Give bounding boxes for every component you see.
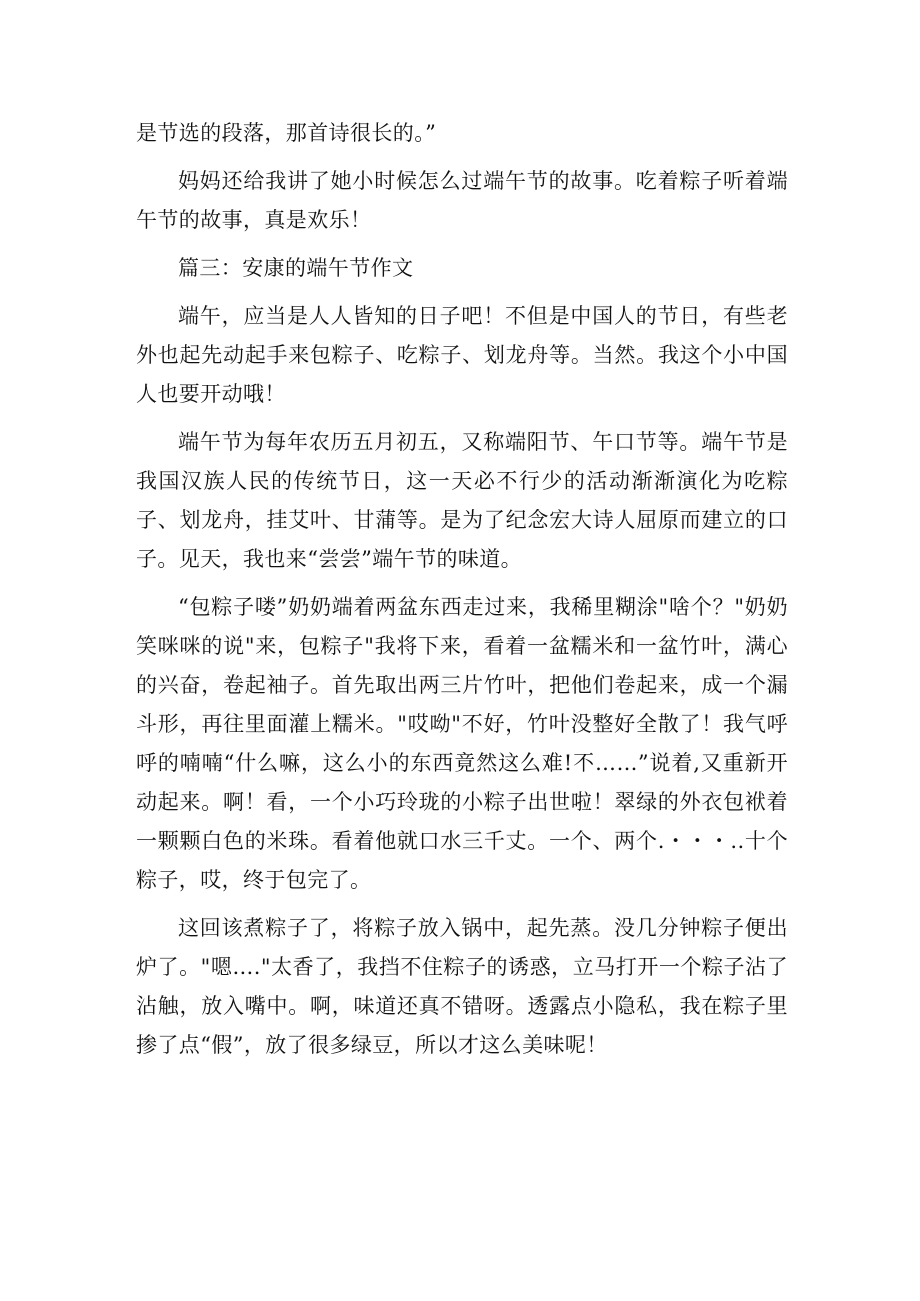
paragraph-intro: 端午，应当是人人皆知的日子吧！不但是中国人的节日，有些老外也起先动起手来包粽子、吃粽子、划龙舟等。当然。我这个小中国人也要开动哦！ xyxy=(136,304,788,406)
paragraph-poem-ending: 是节选的段落，那首诗很长的。” xyxy=(136,121,437,145)
paragraph-cooking-zongzi: 这回该煮粽子了，将粽子放入锅中，起先蒸。没几分钟粽子便出炉了。"嗯…."太香了，我挡不住粽子的诱惑，立马打开一个粽子沾了沾触，放入嘴中。啊，味道还真不错呀。透露点小隐私，我在粽子里掺了点“假”，放了很多绿豆，所以才这么美味呢！ xyxy=(136,916,788,1057)
paragraph-making-zongzi: “包粽子喽”奶奶端着两盆东西走过来，我稀里糊涂"啥个？"奶奶笑咪咪的说"来，包粽子"我将下来，看着一盆糯米和一盆竹叶，满心的兴奋，卷起袖子。首先取出两三片竹叶，把他们卷起来，成一个漏斗形，再往里面灌上糯米。"哎呦"不好，竹叶没整好全散了！我气呼呼的喃喃“什么嘛，这么小的东西竟然这么难!不……”说着,又重新开动起来。啊！看，一个小巧玲珑的小粽子出世啦！翠绿的外衣包袱着一颗颗白色的米珠。看着他就口水三千丈。一个、两个.・・・..十个粽子，哎，终于包完了。 xyxy=(136,595,788,892)
document-page xyxy=(136,114,788,1074)
paragraph-festival-background: 端午节为每年农历五月初五，又称端阳节、午口节等。端午节是我国汉族人民的传统节日，这一天必不行少的活动渐渐演化为吃粽子、划龙舟，挂艾叶、甘蒲等。是为了纪念宏大诗人屈原而建立的口子。见天，我也来“尝尝”端午节的味道。 xyxy=(136,430,788,571)
section-heading: 篇三：安康的端午节作文 xyxy=(178,256,414,280)
paragraph-mother-story: 妈妈还给我讲了她小时候怎么过端午节的故事。吃着粽子听着端午节的故事，真是欢乐！ xyxy=(136,169,788,232)
